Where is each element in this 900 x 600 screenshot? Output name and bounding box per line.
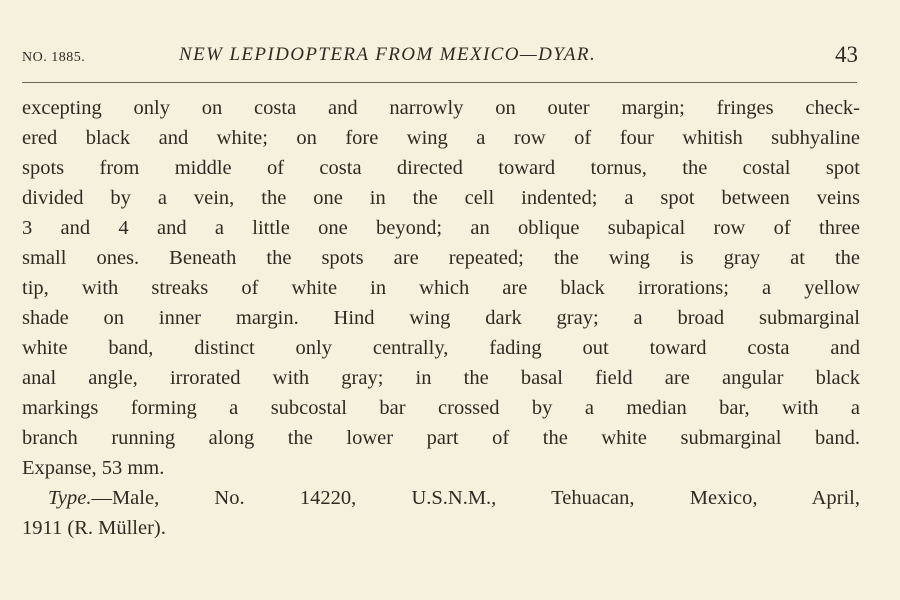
running-header	[22, 44, 860, 74]
text-line: divided by a vein, the one in the cell indented; a spot between veins	[22, 187, 860, 209]
text-line: branch running along the lower part of the white submarginal band.	[22, 427, 860, 449]
page-number: 43	[835, 42, 858, 67]
header-title: NEW LEPIDOPTERA FROM MEXICO—DYAR.	[179, 44, 597, 65]
text-line: Expanse, 53 mm.	[22, 457, 165, 479]
text-line: 1911 (R. Müller).	[22, 517, 166, 539]
header-rule	[22, 82, 857, 83]
text-line: ered black and white; on fore wing a row of four whitish subhyaline	[22, 127, 860, 149]
type-label: Type.	[48, 487, 92, 509]
text-line: 3 and 4 and a little one beyond; an oblique subapical row of three	[22, 217, 860, 239]
text-line: white band, distinct only centrally, fading out toward costa and	[22, 337, 860, 359]
text-line: small ones. Beneath the spots are repeated; the wing is gray at the	[22, 247, 860, 269]
body-text	[22, 93, 860, 543]
type-specimen-line	[22, 483, 860, 513]
text-line: tip, with streaks of white in which are black irrorations; a yellow	[22, 277, 860, 299]
text-line: shade on inner margin. Hind wing dark gray; a broad submarginal	[22, 307, 860, 329]
header-number: NO. 1885.	[22, 50, 86, 65]
text-line: excepting only on costa and narrowly on outer margin; fringes check-	[22, 97, 860, 119]
text-line: spots from middle of costa directed toward tornus, the costal spot	[22, 157, 860, 179]
text-line: anal angle, irrorated with gray; in the basal field are angular black	[22, 367, 860, 389]
text-line: markings forming a subcostal bar crossed by a median bar, with a	[22, 397, 860, 419]
type-details: —Male, No. 14220, U.S.N.M., Tehuacan, Mexico, April,	[91, 487, 860, 509]
